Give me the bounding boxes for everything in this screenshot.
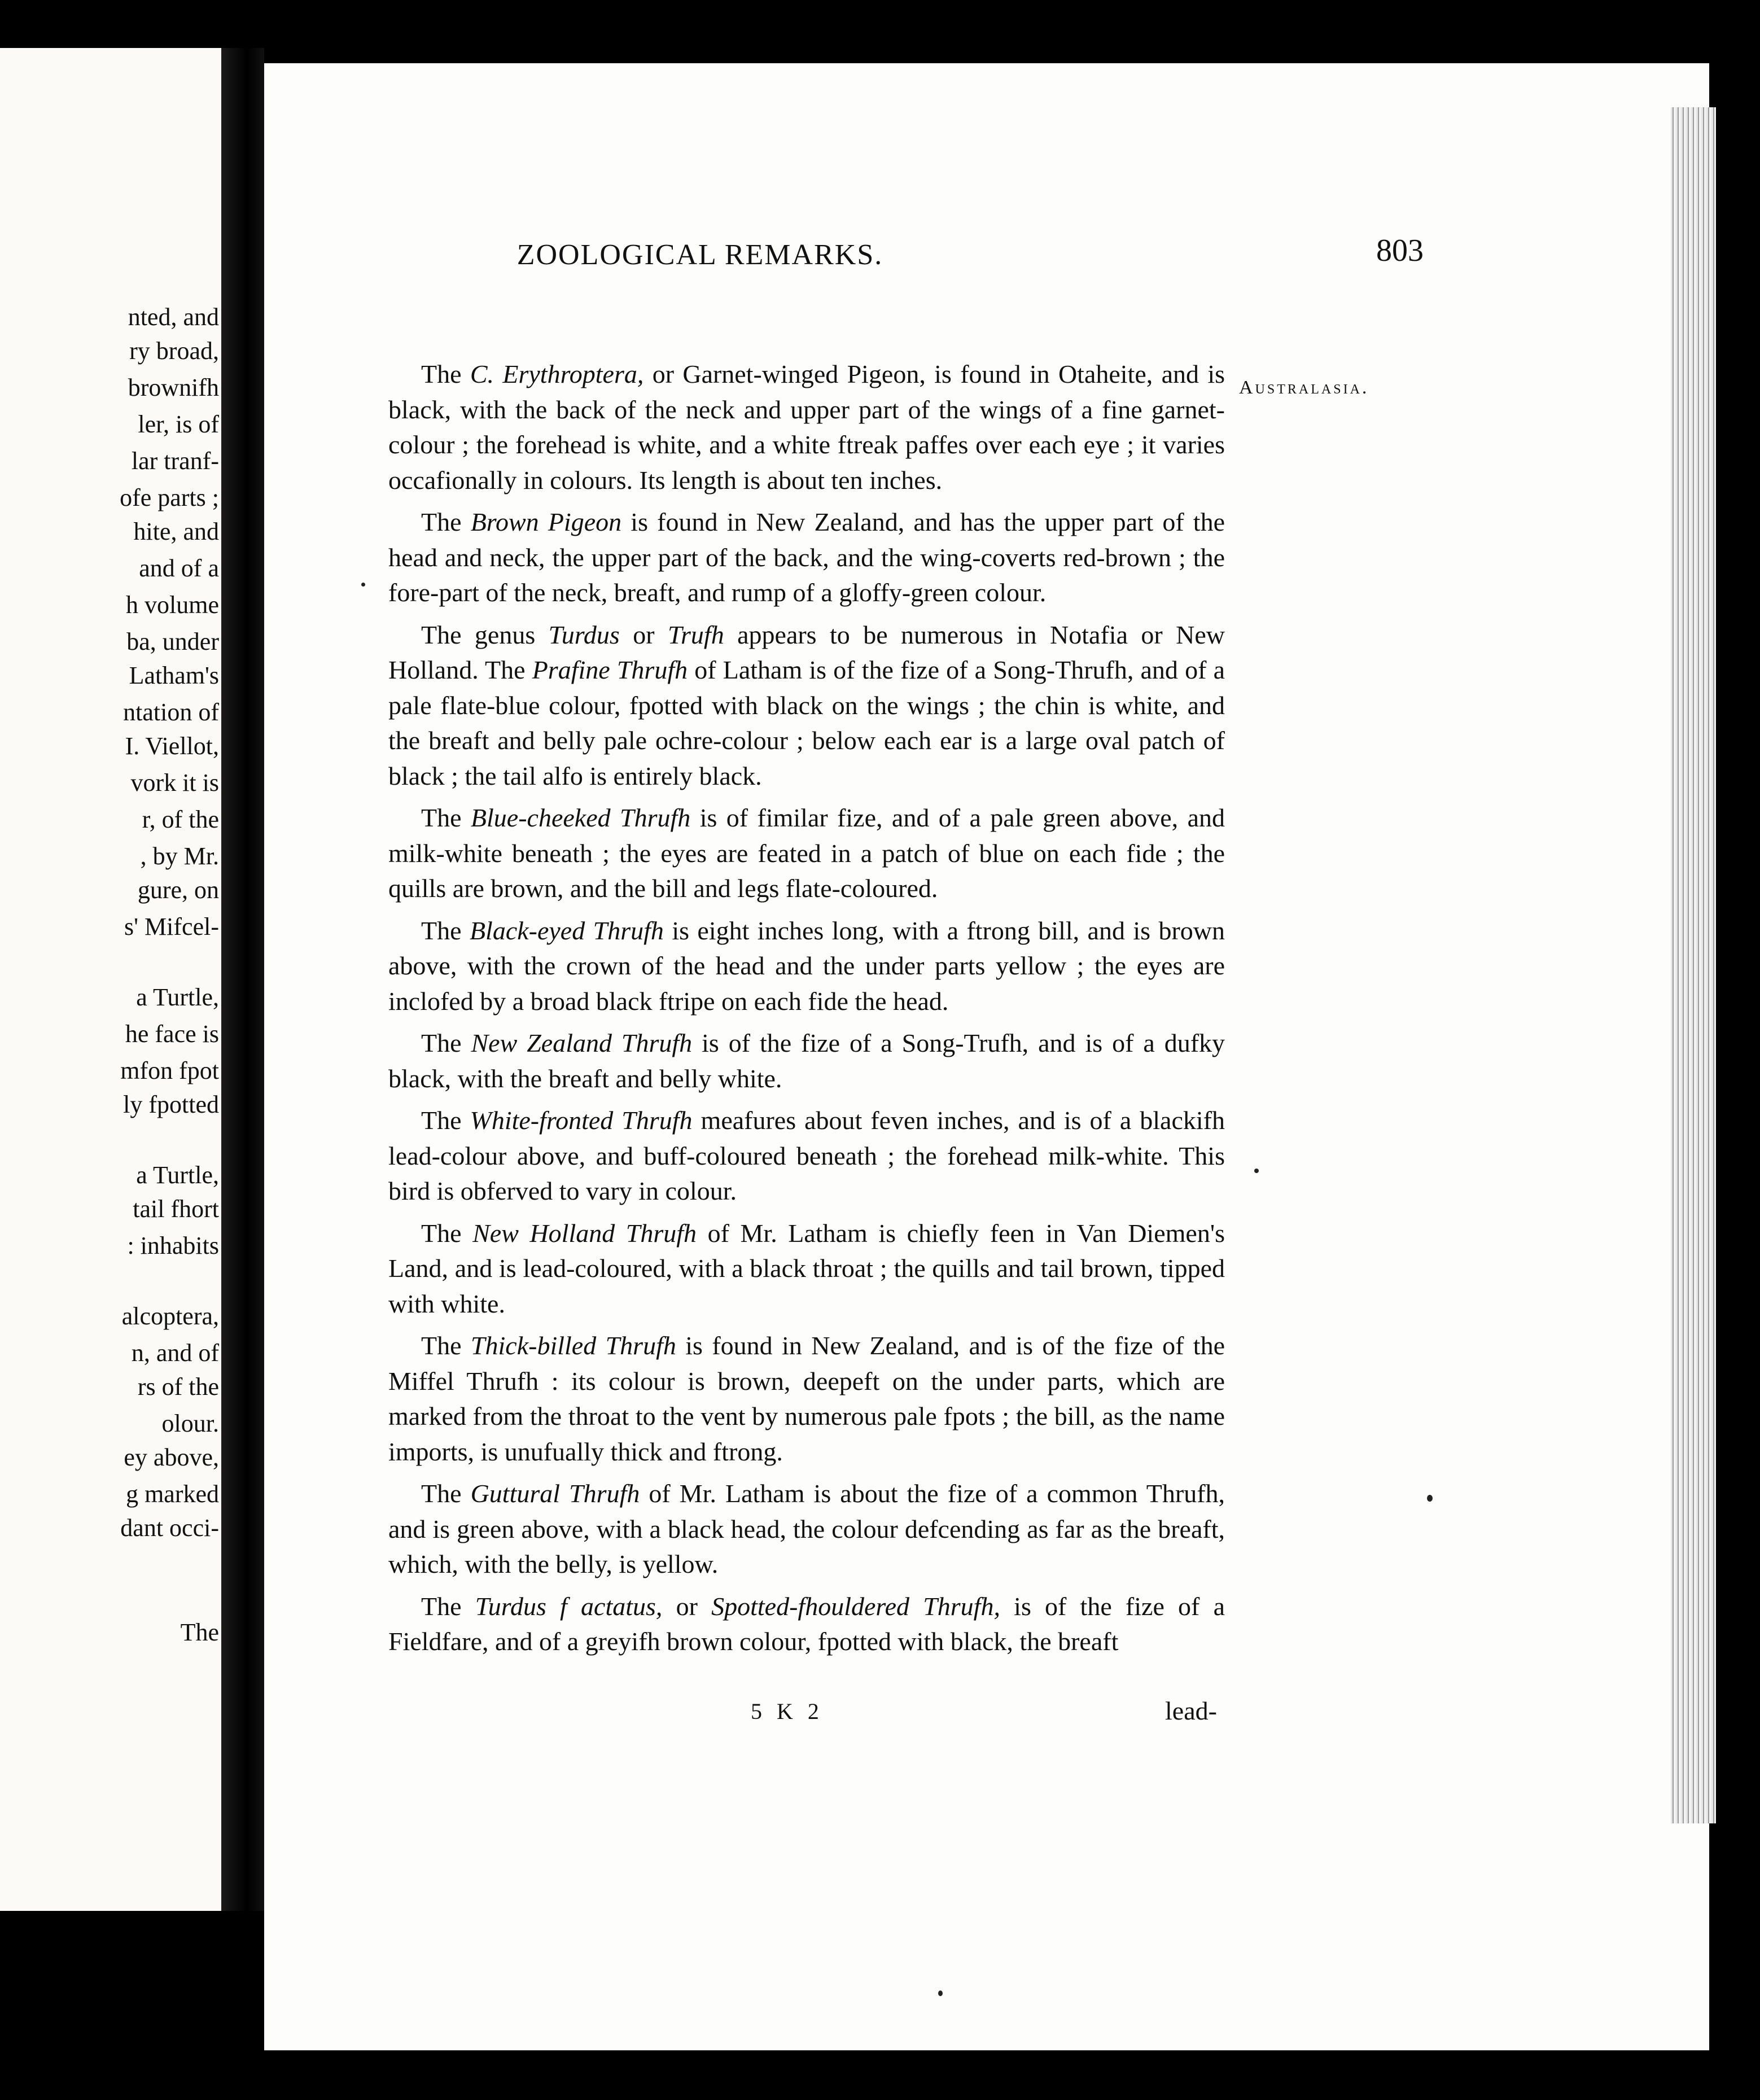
left-page-line: r, of the — [142, 806, 219, 833]
left-page-line: gure, on — [137, 876, 219, 904]
left-page-line: n, and of — [131, 1339, 219, 1367]
italic-term: New Holland Thrufh — [472, 1218, 697, 1248]
catchword: lead- — [1165, 1696, 1217, 1725]
left-page-line: olour. — [161, 1410, 219, 1437]
text-run: The — [421, 1029, 471, 1057]
running-title: ZOOLOGICAL REMARKS. — [516, 239, 883, 271]
left-page-line: I. Viellot, — [125, 732, 219, 760]
text-run: meafures about feven inches, and is of a blackifh lead-colour above, and buff-coloured beneath ; the forehead milk-white. This bird is obferved to vary in colour. — [388, 1106, 1225, 1205]
text-run: is of the fize of a Fieldfare, and of a greyifh brown colour, fpotted with black, the breaft — [388, 1591, 1225, 1656]
left-page-line: : inhabits — [127, 1232, 219, 1259]
left-page-line: brownifh — [128, 374, 219, 401]
left-page-line: lar tranf- — [131, 447, 219, 475]
paragraph — [388, 618, 1225, 794]
left-page-line: nted, and — [128, 303, 219, 331]
left-page-line: a Turtle, — [136, 1161, 219, 1189]
paragraph — [388, 357, 1225, 498]
left-page-line: Latham's — [129, 662, 219, 689]
speck — [1427, 1495, 1433, 1502]
left-page-line: ler, is of — [138, 410, 219, 438]
italic-term: White-fronted Thrufh — [470, 1106, 693, 1135]
left-page-line: h volume — [126, 591, 219, 619]
signature-mark: 5 K 2 — [751, 1699, 824, 1724]
left-page-line: he face is — [125, 1020, 219, 1048]
italic-term: Guttural Thrufh — [470, 1479, 640, 1508]
italic-term: Turdus — [548, 620, 620, 649]
text-run: appears to be numerous in Notafia or New Holland. The — [388, 620, 1225, 684]
text-run: is of the fize of a Song-Trufh, and is of a dufky black, with the breaft and belly white. — [388, 1029, 1225, 1093]
text-run: The — [421, 1106, 470, 1135]
italic-term: Spotted-fhouldered Thrufh, — [711, 1591, 1000, 1621]
left-page-line: g marked — [126, 1480, 219, 1508]
italic-term: New Zealand Thrufh — [471, 1029, 693, 1057]
paragraph — [388, 800, 1225, 907]
left-page-line: ofe parts ; — [120, 484, 219, 511]
speck — [1254, 1169, 1259, 1173]
italic-term: Blue-cheeked Thrufh — [470, 803, 691, 832]
left-page-line: tail fhort — [133, 1195, 219, 1223]
paragraph — [388, 505, 1225, 611]
italic-term: Thick-billed Thrufh — [470, 1331, 676, 1360]
text-run: The — [421, 1218, 473, 1248]
speck — [361, 583, 365, 587]
left-facing-page — [0, 48, 223, 1911]
left-page-line: ntation of — [123, 698, 219, 726]
paragraph — [388, 1026, 1225, 1096]
text-run: The — [421, 360, 470, 388]
text-run: is found in New Zealand, and is of the fize of the Miffel Thrufh : its colour is brown, deepeft on the under parts, which are marked from the throat to the vent by numerous pale fpots ; the bill, as the name imports, is unufually thick and ftrong. — [388, 1331, 1225, 1466]
italic-term: Prafine Thrufh — [532, 655, 688, 684]
left-page-line: The — [180, 1618, 219, 1646]
margin-note: Australasia. — [1239, 377, 1369, 398]
text-run: The — [421, 1591, 475, 1621]
text-run: or Garnet-winged Pigeon, is found in Otaheite, and is black, with the back of the neck and upper part of the wings of a fine garnet-colour ; the forehead is white, and a white ftreak paffes over each eye ; it varies occafionally in colours. Its length is about ten inches. — [388, 360, 1225, 495]
left-page-line: ry broad, — [129, 337, 219, 365]
text-run: of Mr. Latham is chiefly feen in Van Diemen's Land, and is lead-coloured, with a black throat ; the quills and tail brown, tipped with white. — [388, 1218, 1225, 1318]
italic-term: Black-eyed Thrufh — [469, 916, 664, 945]
left-page-line: vork it is — [130, 769, 219, 797]
left-page-line: , by Mr. — [140, 842, 219, 870]
left-page-line: ly fpotted — [123, 1091, 219, 1118]
speck — [938, 1990, 943, 1996]
left-page-line: and of a — [139, 554, 219, 582]
italic-term: Turdus f actatus, — [475, 1591, 663, 1621]
left-page-line: rs of the — [137, 1373, 219, 1401]
italic-term: Brown Pigeon — [470, 508, 622, 536]
left-page-line: mfon fpot — [120, 1057, 219, 1084]
left-page-line: a Turtle, — [136, 983, 219, 1011]
book-gutter — [221, 48, 264, 1911]
text-run: The — [421, 1479, 471, 1508]
text-run: is eight inches long, with a ftrong bill, and is brown above, with the crown of the head and the under parts yellow ; the eyes are inclofed by a broad black ftripe on each fide the head. — [388, 916, 1225, 1016]
paragraph — [388, 1328, 1225, 1469]
left-page-line: s' Mifcel- — [124, 913, 219, 940]
paragraph — [388, 1103, 1225, 1209]
text-run: The — [421, 916, 470, 945]
text-run: The — [421, 1331, 471, 1360]
left-page-line: hite, and — [133, 518, 219, 545]
paragraph — [388, 1476, 1225, 1582]
left-page-line: ey above, — [124, 1443, 219, 1471]
page-stack-edge — [1671, 107, 1716, 1823]
italic-term: C. Erythroptera, — [470, 360, 644, 388]
paragraph — [388, 913, 1225, 1020]
italic-term: Trufh — [667, 620, 724, 649]
left-page-line: dant occi- — [120, 1514, 219, 1542]
text-run: The — [421, 803, 471, 832]
paragraph — [388, 1589, 1225, 1660]
text-run: is found in New Zealand, and has the upper part of the head and neck, the upper part of the back, and the wing-coverts red-brown ; the fore-part of the neck, breaft, and rump of a gloffy-green colour. — [388, 508, 1225, 607]
text-run: The genus — [421, 620, 549, 649]
paragraph — [388, 1216, 1225, 1322]
body-text — [388, 357, 1225, 1666]
left-page-line: ba, under — [126, 628, 219, 655]
text-run: of Mr. Latham is about the fize of a common Thrufh, and is green above, with a black head, the colour defcending as far as the breaft, which, with the belly, is yellow. — [388, 1479, 1225, 1578]
text-run: The — [421, 508, 471, 536]
text-run: or — [662, 1591, 712, 1621]
left-page-line: alcoptera, — [121, 1302, 219, 1330]
text-run: or — [619, 620, 668, 649]
page-number: 803 — [1376, 233, 1424, 268]
text-run: is of fimilar fize, and of a pale green above, and milk-white beneath ; the eyes are feated in a patch of blue on each fide ; the quills are brown, and the bill and legs flate-coloured. — [388, 803, 1225, 903]
text-run: of Latham is of the fize of a Song-Thrufh, and of a pale flate-blue colour, fpotted with black on the wings ; the chin is white, and the breaft and belly pale ochre-colour ; below each ear is a large oval patch of black ; the tail alfo is entirely black. — [388, 655, 1225, 790]
